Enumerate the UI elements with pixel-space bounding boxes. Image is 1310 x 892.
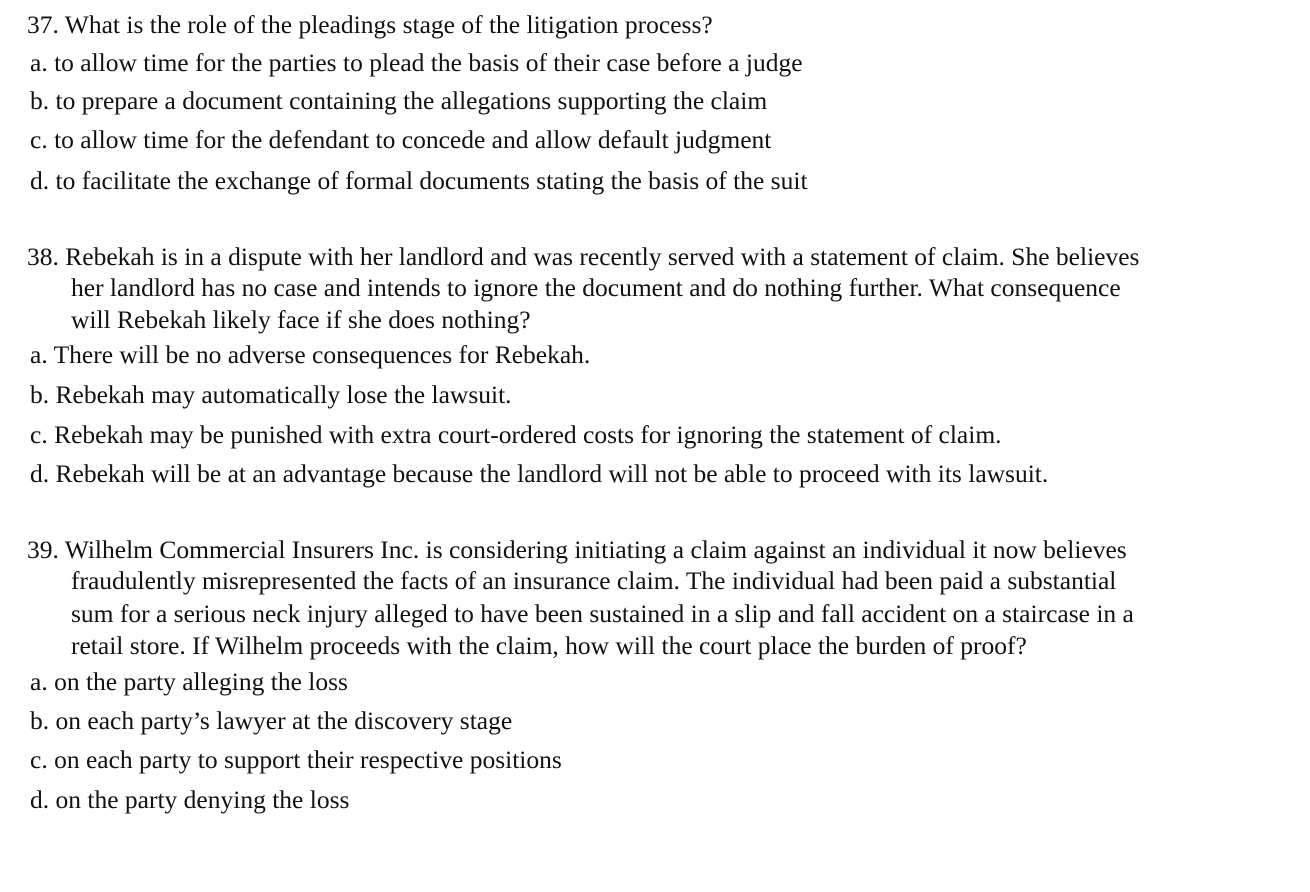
question-text: her landlord has no case and intends to ignore the document and do nothing further. What consequence [71,273,1121,302]
option-b: b. on each party’s lawyer at the discovery stage [30,706,513,735]
option-b: b. Rebekah may automatically lose the lawsuit. [30,380,512,409]
option-a: a. on the party alleging the loss [30,667,348,696]
question-text: 38. Rebekah is in a dispute with her landlord and was recently served with a statement of claim. She believes [27,242,1140,271]
question-text: sum for a serious neck injury alleged to have been sustained in a slip and fall accident on a staircase in a [71,599,1134,628]
option-d: d. on the party denying the loss [30,785,350,814]
option-a: a. There will be no adverse consequences for Rebekah. [30,340,591,369]
option-c: c. on each party to support their respective positions [30,745,562,774]
option-c: c. to allow time for the defendant to concede and allow default judgment [30,125,772,154]
option-b: b. to prepare a document containing the allegations supporting the claim [30,86,768,115]
option-a: a. to allow time for the parties to plead the basis of their case before a judge [30,48,803,77]
question-text: retail store. If Wilhelm proceeds with the claim, how will the court place the burden of proof? [71,631,1027,660]
question-text: will Rebekah likely face if she does nothing? [71,305,531,334]
option-c: c. Rebekah may be punished with extra court-ordered costs for ignoring the statement of claim. [30,420,1002,449]
option-d: d. to facilitate the exchange of formal documents stating the basis of the suit [30,166,808,195]
question-text: fraudulently misrepresented the facts of an insurance claim. The individual had been paid a substantial [71,566,1117,595]
question-text: 37. What is the role of the pleadings stage of the litigation process? [27,10,713,39]
option-d: d. Rebekah will be at an advantage because the landlord will not be able to proceed with its lawsuit. [30,459,1049,488]
question-text: 39. Wilhelm Commercial Insurers Inc. is considering initiating a claim against an individual it now believes [27,535,1127,564]
